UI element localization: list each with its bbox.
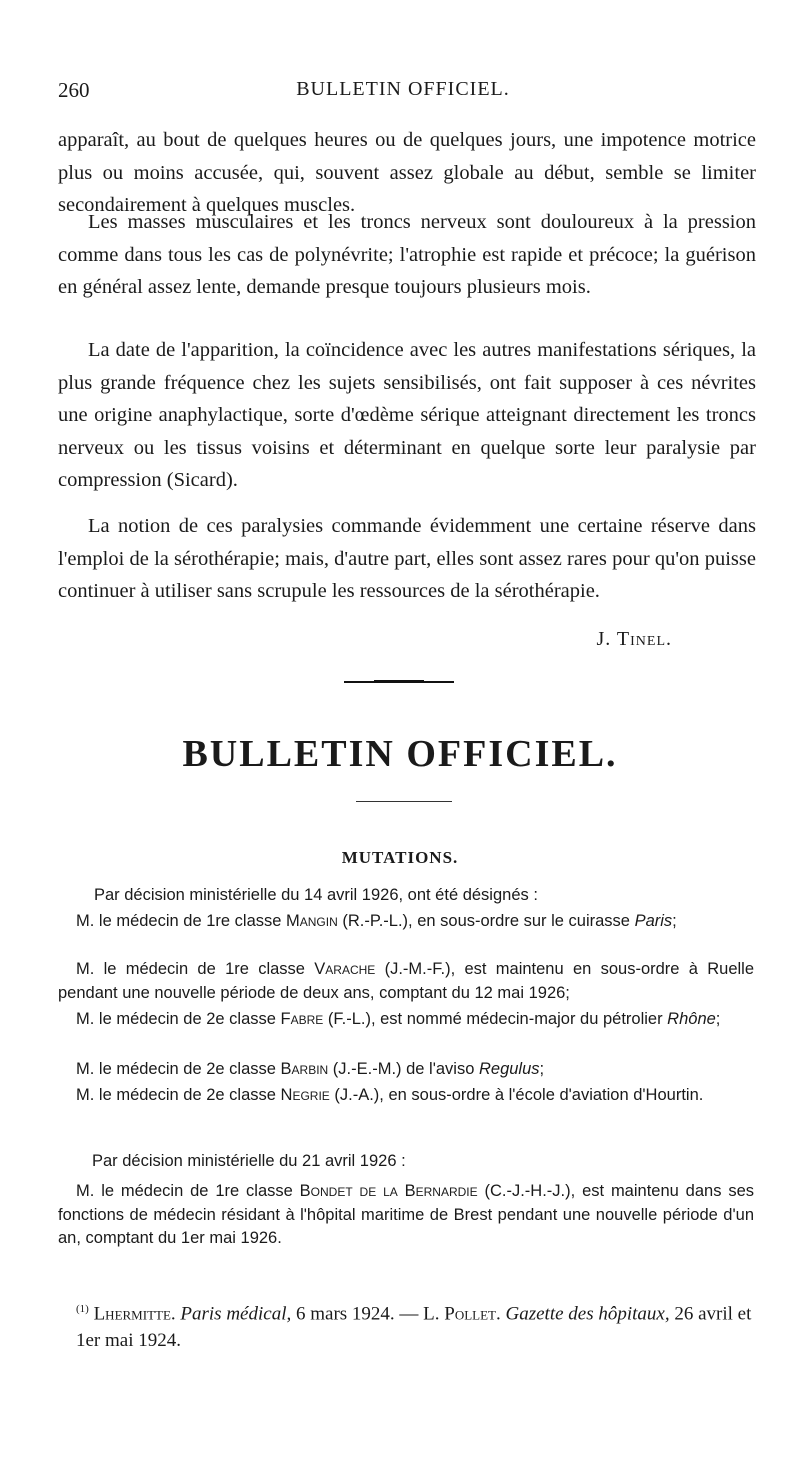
footnote-marker: (1): [76, 1303, 89, 1315]
page-number: 260: [58, 78, 90, 102]
person-name: Varache: [314, 960, 376, 978]
paragraph: La notion de ces paralysies commande évidemment une certaine réserve dans l'emploi de la sérothérapie; mais, d'autre part, elles sont assez rares pour qu'on puisse continuer à utiliser sans scrupule les ressources de la sérothérapie.: [58, 515, 756, 602]
mutation-entry: M. le médecin de 1re classe Varache (J.-M.-F.), est maintenu en sous-ordre à Ruelle pendant une nouvelle période de deux ans, comptant du 12 mai 1926;: [58, 960, 755, 1002]
mutation-entry: M. le médecin de 2e classe Fabre (F.-L.), est nommé médecin-major du pétrolier Rhône;: [76, 1010, 721, 1028]
person-name: Barbin: [280, 1060, 329, 1078]
footnote-author: Lhermitte.: [93, 1303, 176, 1325]
footnote-journal: Paris médical,: [180, 1303, 292, 1325]
ship-name: Regulus: [478, 1060, 540, 1078]
author-signature: J. Tinel.: [596, 628, 672, 650]
person-name: Bondet de la Bernardie: [299, 1182, 478, 1200]
running-title: BULLETIN OFFICIEL.: [296, 78, 510, 100]
paragraph: Les masses musculaires et les troncs nerveux sont douloureux à la pression comme dans tous les cas de polynévrite; l'atrophie est rapide et précoce; la guérison en général assez lente, demande presque toujours plusieurs mois.: [58, 211, 756, 298]
ship-name: Paris: [634, 912, 673, 930]
person-name: Mangin: [286, 912, 338, 930]
mutation-entry: M. le médecin de 1re classe Mangin (R.-P.-L.), en sous-ordre sur le cuirasse Paris;: [76, 912, 677, 930]
footnote: $^{(1)}$ Lhermitte. Paris médical, 6 mars 1924. — L. Pollet. Gazette des hôpitaux, 26 avril et 1er mai 1924.: [76, 1303, 752, 1352]
person-name: Negrie: [280, 1086, 330, 1104]
title-underline: [356, 801, 452, 802]
footnote-journal: Gazette des hôpitaux,: [505, 1303, 670, 1325]
mutation-entry: M. le médecin de 2e classe Negrie (J.-A.), en sous-ordre à l'école d'aviation d'Hourtin.: [76, 1086, 704, 1104]
ship-name: Rhône: [667, 1010, 716, 1028]
mutation-entry: M. le médecin de 1re classe Bondet de la Bernardie (C.-J.-H.-J.), est maintenu dans ses fonctions de médecin résidant à l'hôpital maritime de Brest pendant une nouvelle période d'un an, comptant du 1er mai 1926.: [58, 1182, 754, 1247]
footnote-author: Pollet.: [444, 1303, 501, 1325]
decision-intro: Par décision ministérielle du 21 avril 1926 :: [92, 1152, 406, 1170]
paragraph: La date de l'apparition, la coïncidence avec les autres manifestations sériques, la plus grande fréquence chez les sujets sensibilisés, ont fait supposer à ces névrites une origine anaphylactique, sorte d'œdème sérique atteignant directement les troncs nerveux ou les tissus voisins et déterminant en quelque sorte leur paralysie par compression (Sicard).: [58, 339, 756, 491]
person-name: Fabre: [280, 1010, 324, 1028]
section-divider-ornament: [374, 680, 424, 683]
paragraph: apparaît, au bout de quelques heures ou de quelques jours, une impotence motrice plus ou moins accusée, qui, souvent assez globale au début, semble se limiter secondairement à quelques muscles.: [58, 129, 756, 216]
section-title: BULLETIN OFFICIEL.: [182, 733, 618, 775]
decision-intro: Par décision ministérielle du 14 avril 1926, ont été désignés :: [94, 886, 538, 904]
subsection-title: MUTATIONS.: [341, 848, 459, 867]
page-header: [58, 78, 748, 108]
mutation-entry: M. le médecin de 2e classe Barbin (J.-E.-M.) de l'aviso Regulus;: [76, 1060, 545, 1078]
